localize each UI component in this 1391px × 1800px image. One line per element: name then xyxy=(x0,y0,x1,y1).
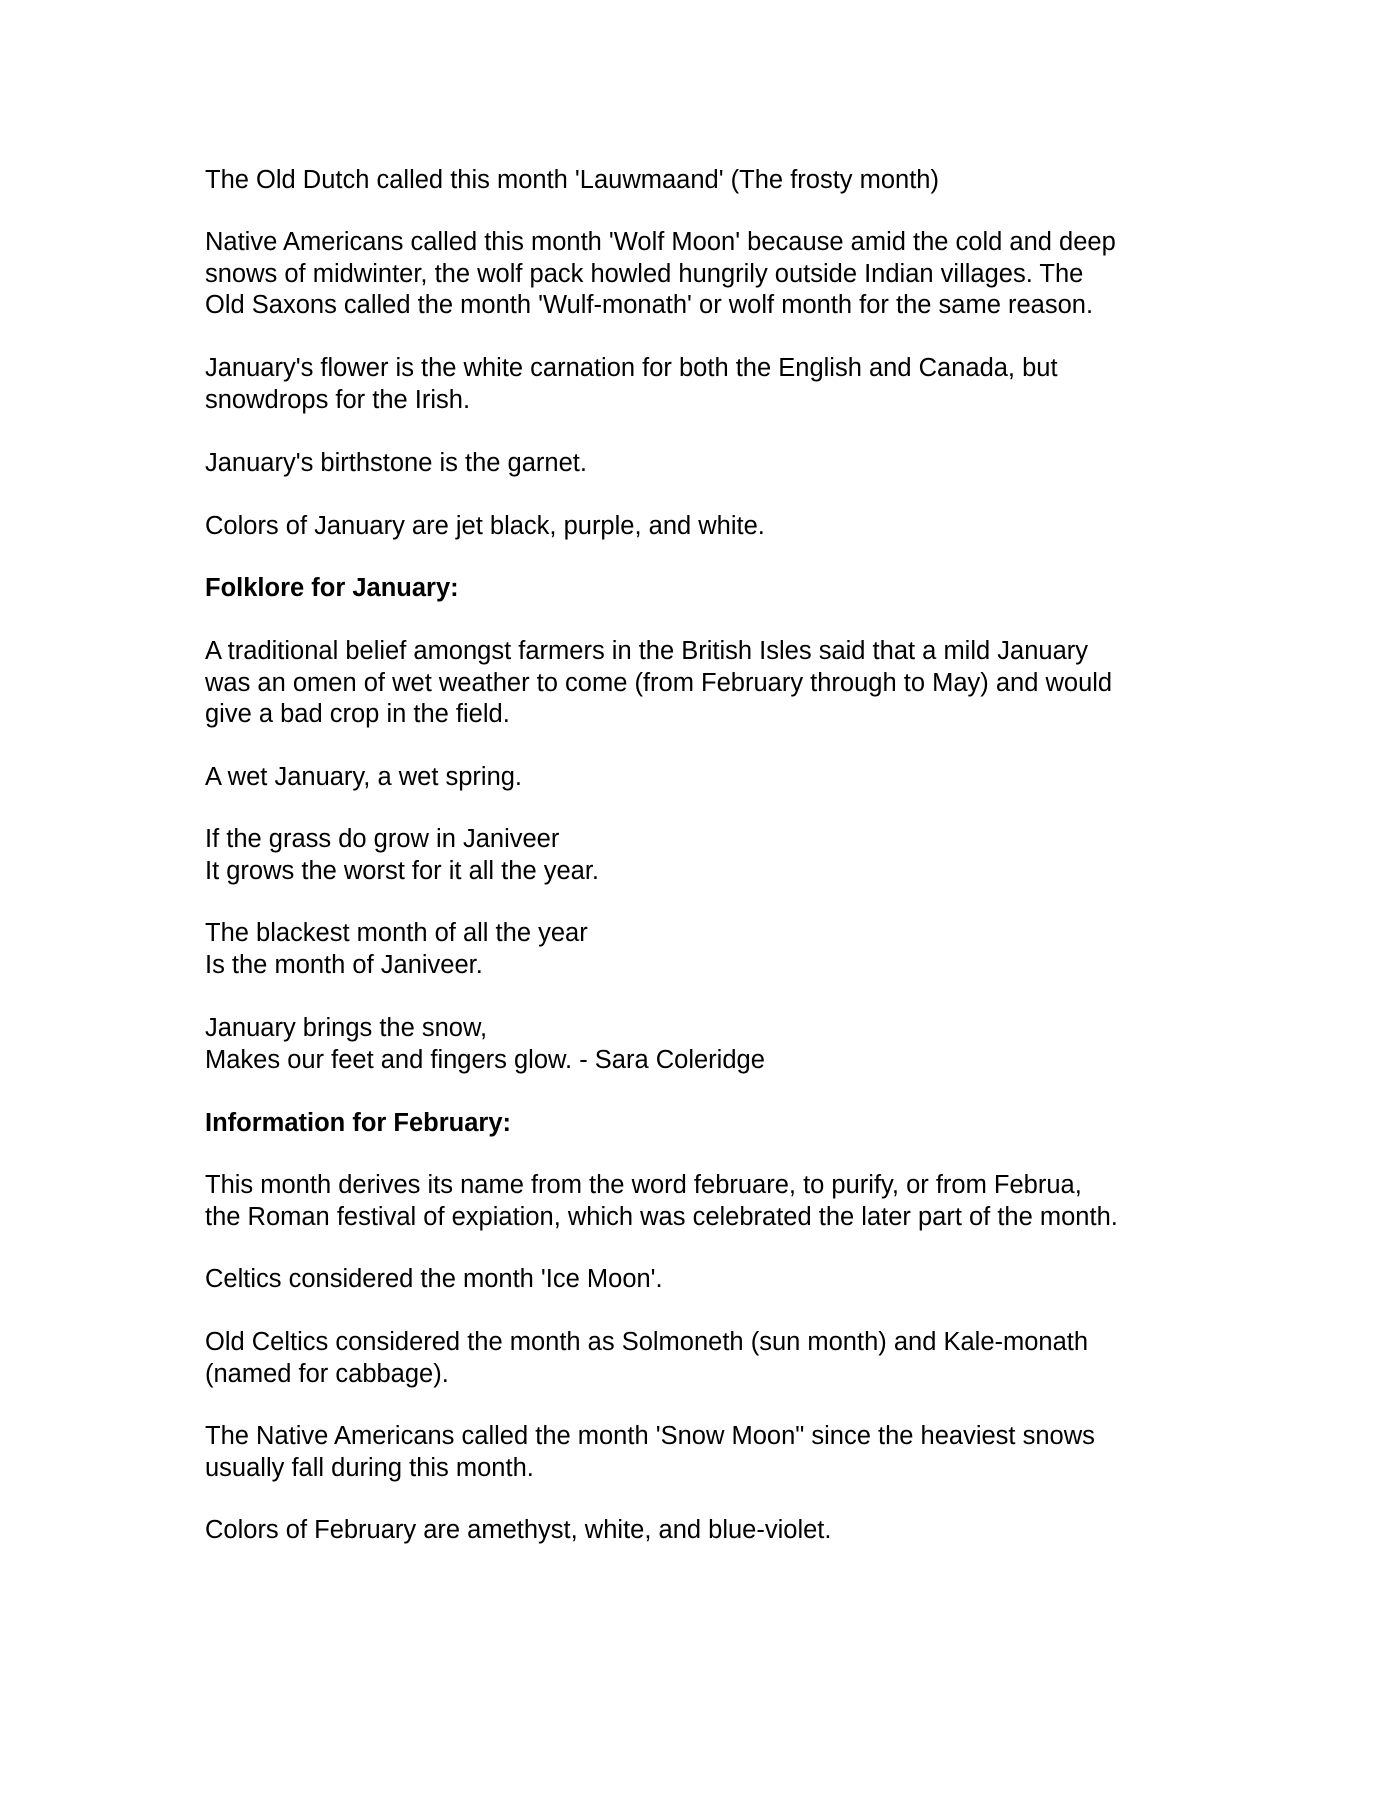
text-line: (named for cabbage). xyxy=(205,1359,449,1388)
text-line: Old Celtics considered the month as Solmoneth (sun month) and Kale-monath xyxy=(205,1328,1089,1356)
text-line: It grows the worst for it all the year. xyxy=(205,856,599,885)
text-line: A wet January, a wet spring. xyxy=(205,763,523,791)
text-line: snows of midwinter, the wolf pack howled hungrily outside Indian villages. The xyxy=(205,259,1084,288)
text-line: The Native Americans called the month 'Snow Moon" since the heaviest snows xyxy=(205,1422,1095,1450)
text-line: usually fall during this month. xyxy=(205,1453,534,1482)
text-line: was an omen of wet weather to come (from February through to May) and would xyxy=(205,668,1113,697)
paragraph xyxy=(205,1327,1088,1390)
paragraph xyxy=(205,227,1116,322)
text-line: Is the month of Janiveer. xyxy=(205,950,483,979)
paragraph xyxy=(205,1515,831,1547)
text-line: January brings the snow, xyxy=(205,1014,488,1042)
paragraph xyxy=(205,511,765,543)
text-line: Colors of February are amethyst, white, and blue-violet. xyxy=(205,1516,832,1544)
paragraph xyxy=(205,1421,1095,1484)
paragraph xyxy=(205,448,587,480)
paragraph xyxy=(205,762,522,794)
text-line: Celtics considered the month 'Ice Moon'. xyxy=(205,1265,663,1293)
text-line: snowdrops for the Irish. xyxy=(205,385,471,414)
text-line: the Roman festival of expiation, which was celebrated the later part of the month. xyxy=(205,1202,1118,1231)
paragraph xyxy=(205,165,939,197)
text-line: give a bad crop in the field. xyxy=(205,700,510,729)
text-line: Native Americans called this month 'Wolf Moon' because amid the cold and deep xyxy=(205,228,1116,256)
text-line: January's birthstone is the garnet. xyxy=(205,449,587,477)
text-line: This month derives its name from the word februare, to purify, or from Februa, xyxy=(205,1171,1082,1199)
paragraph xyxy=(205,1264,663,1296)
paragraph xyxy=(205,353,1058,416)
paragraph xyxy=(205,636,1112,731)
text-line: A traditional belief amongst farmers in the British Isles said that a mild January xyxy=(205,637,1088,665)
section-heading xyxy=(205,573,459,605)
text-line: If the grass do grow in Janiveer xyxy=(205,825,560,853)
text-line: The Old Dutch called this month 'Lauwmaand' (The frosty month) xyxy=(205,166,939,194)
paragraph xyxy=(205,1013,765,1076)
paragraph xyxy=(205,1170,1118,1233)
text-line: Old Saxons called the month 'Wulf-monath' or wolf month for the same reason. xyxy=(205,291,1094,320)
text-line: Colors of January are jet black, purple, and white. xyxy=(205,512,765,540)
paragraph xyxy=(205,918,588,981)
text-line: The blackest month of all the year xyxy=(205,919,588,947)
text-line: Folklore for January: xyxy=(205,574,459,602)
section-heading xyxy=(205,1108,511,1140)
text-line: January's flower is the white carnation for both the English and Canada, but xyxy=(205,354,1058,382)
text-line: Makes our feet and fingers glow. - Sara Coleridge xyxy=(205,1045,765,1074)
text-line: Information for February: xyxy=(205,1109,512,1137)
paragraph xyxy=(205,824,599,887)
